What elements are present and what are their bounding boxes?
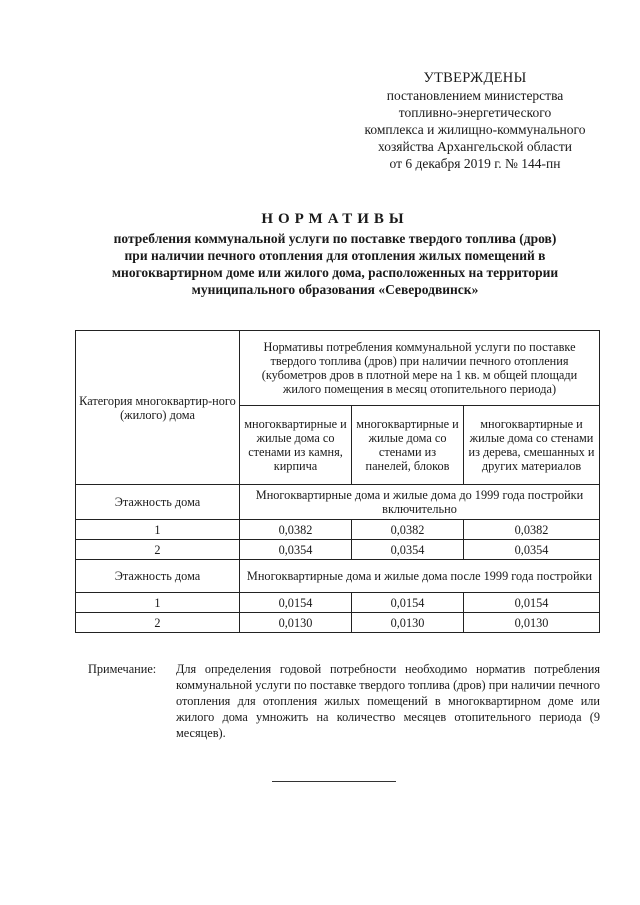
value-cell: 0,0354 bbox=[240, 540, 352, 560]
approval-line: топливно-энергетического bbox=[398, 105, 552, 120]
wall-type-header: многоквартирные и жилые дома со стенами из камня, кирпича bbox=[240, 406, 352, 485]
value-cell: 0,0130 bbox=[464, 613, 600, 633]
value-cell: 0,0382 bbox=[240, 520, 352, 540]
value-cell: 0,0154 bbox=[240, 593, 352, 613]
floors-label: Этажность дома bbox=[76, 485, 240, 520]
table-header-row bbox=[76, 331, 600, 406]
period-label: Многоквартирные дома и жилые дома после 1999 года постройки bbox=[240, 560, 600, 593]
norms-table bbox=[75, 330, 600, 633]
table-row bbox=[76, 613, 600, 633]
table-row bbox=[76, 520, 600, 540]
value-cell: 0,0154 bbox=[352, 593, 464, 613]
subtitle-line: многоквартирном доме или жилого дома, расположенных на территории bbox=[111, 265, 559, 280]
subtitle-line: муниципального образования «Северодвинск» bbox=[191, 282, 479, 297]
norm-header: Нормативы потребления коммунальной услуги по поставке твердого топлива (дров) при наличии печного отопления (кубометров дров в плотной мере на 1 кв. м общей площади жилого помещения в месяц отопительного периода) bbox=[240, 331, 600, 406]
value-cell: 0,0130 bbox=[352, 613, 464, 633]
approval-line: постановлением министерства bbox=[386, 88, 564, 103]
floors-cell: 2 bbox=[76, 613, 240, 633]
wall-type-header: многоквартирные и жилые дома со стенами из панелей, блоков bbox=[352, 406, 464, 485]
note-label: Примечание: bbox=[88, 662, 157, 676]
approval-heading: УТВЕРЖДЕНЫ bbox=[423, 70, 527, 86]
table-row bbox=[76, 593, 600, 613]
approval-block bbox=[320, 70, 630, 172]
value-cell: 0,0354 bbox=[464, 540, 600, 560]
floors-label: Этажность дома bbox=[76, 560, 240, 593]
approval-line: комплекса и жилищно-коммунального bbox=[364, 122, 586, 137]
value-cell: 0,0382 bbox=[352, 520, 464, 540]
subtitle-line: потребления коммунальной услуги по поставке твердого топлива (дров) bbox=[113, 231, 557, 246]
section-header-row bbox=[76, 560, 600, 593]
approval-line: от 6 декабря 2019 г. № 144-пн bbox=[389, 156, 561, 171]
floors-cell: 1 bbox=[76, 593, 240, 613]
section-header-row bbox=[76, 485, 600, 520]
period-label: Многоквартирные дома и жилые дома до 1999 года постройки включительно bbox=[240, 485, 600, 520]
wall-type-header: многоквартирные и жилые дома со стенами из дерева, смешанных и других материалов bbox=[464, 406, 600, 485]
category-header: Категория многоквартир-ного (жилого) дома bbox=[76, 331, 240, 485]
approval-line: хозяйства Архангельской области bbox=[377, 139, 573, 154]
value-cell: 0,0130 bbox=[240, 613, 352, 633]
value-cell: 0,0154 bbox=[464, 593, 600, 613]
document-subtitle bbox=[75, 230, 595, 298]
floors-cell: 1 bbox=[76, 520, 240, 540]
value-cell: 0,0382 bbox=[464, 520, 600, 540]
subtitle-line: при наличии печного отопления для отопления жилых помещений в bbox=[124, 248, 546, 263]
table-row bbox=[76, 540, 600, 560]
floors-cell: 2 bbox=[76, 540, 240, 560]
signature-divider bbox=[272, 781, 396, 782]
note-text: Для определения годовой потребности необходимо норматив потребления коммунальной услуги по поставке твердого топлива (дров) при наличии печного отопления для отопления жилых помещений в многоквартирном доме или жилого дома умножить на количество месяцев отопительного периода (9 месяцев). bbox=[176, 662, 600, 740]
value-cell: 0,0354 bbox=[352, 540, 464, 560]
document-title: НОРМАТИВЫ bbox=[261, 211, 409, 227]
